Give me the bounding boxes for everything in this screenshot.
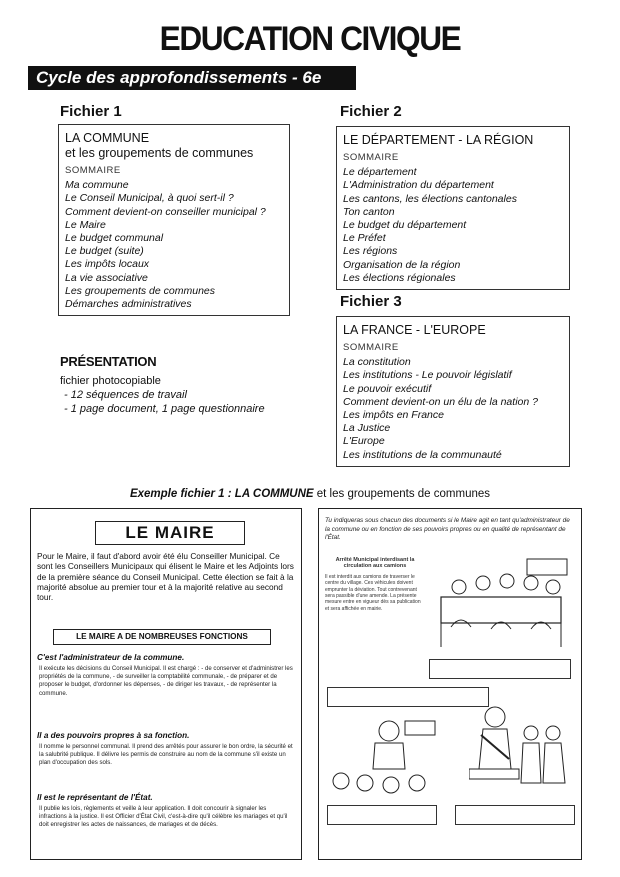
list-item: L'Administration du département — [343, 179, 494, 192]
fichier-2-heading: Fichier 2 — [340, 103, 402, 120]
list-item: Les institutions - Le pouvoir législatif — [343, 369, 512, 382]
list-item: Organisation de la région — [343, 258, 461, 271]
list-item: Le pouvoir exécutif — [343, 382, 432, 395]
fichier-1-title: LA COMMUNE — [65, 131, 150, 145]
presentation-line: fichier photocopiable — [60, 375, 161, 387]
list-item: Les impôts en France — [343, 409, 444, 422]
section-title: Il est le représentant de l'État. — [37, 793, 153, 802]
section-title: C'est l'administrateur de la commune. — [37, 653, 185, 662]
fichier-1-box — [58, 124, 290, 316]
list-item: Le Maire — [65, 218, 106, 231]
list-item: Les groupements de communes — [65, 284, 215, 297]
section-text: Il exécute les décisions du Conseil Municipal. Il est chargé : - de conserver et d'administrer les propriétés de la commune, - de surveiller la comptabilité communale, - de préparer et de proposer le budget, d'ordonner les dépenses, - de diriger les travaux, - de représenter la commune. — [39, 665, 293, 697]
sample-document-page — [30, 508, 302, 860]
list-item: L'Europe — [343, 435, 385, 448]
audience-illustration — [325, 715, 445, 803]
presentation-line: - 12 séquences de travail — [64, 389, 187, 401]
answer-box[interactable] — [455, 805, 575, 825]
list-item: Les élections régionales — [343, 271, 456, 284]
fichier-3-title: LA FRANCE - L'EUROPE — [343, 323, 486, 337]
arrete-document — [325, 557, 425, 685]
sample-questionnaire-page — [318, 508, 582, 860]
questionnaire-instructions: Tu indiqueras sous chacun des documents si le Maire agit en tant qu'administrateur de la commune ou en fonction de ses pouvoirs propres ou en qualité de représentant de l'État. — [325, 517, 570, 541]
list-item: Les institutions de la communauté — [343, 448, 502, 461]
list-item: Ma commune — [65, 179, 129, 192]
list-item: Le budget communal — [65, 232, 164, 245]
maire-intro: Pour le Maire, il faut d'abord avoir été élu Conseiller Municipal. Ce sont les Conseillers Municipaux qui élisent le Maire et les Adjoints lors de la première séance du Conseil Municipal. Cette élection se fait à la majorité absolue au premier tour et à la majorité relative au second tour. — [37, 551, 294, 603]
list-item: La vie associative — [65, 271, 148, 284]
fichier-3-box — [336, 316, 570, 467]
sommaire-label: SOMMAIRE — [343, 342, 399, 353]
fichier-3-heading: Fichier 3 — [340, 293, 402, 310]
list-item: La Justice — [343, 422, 391, 435]
example-suffix: et les groupements de communes — [313, 488, 491, 500]
fichier-2-title: LE DÉPARTEMENT - LA RÉGION — [343, 133, 534, 147]
example-caption — [0, 488, 620, 500]
list-item: Comment devient-on conseiller municipal ? — [65, 205, 266, 218]
sommaire-label: SOMMAIRE — [65, 165, 121, 176]
list-item: Le budget du département — [343, 219, 467, 232]
list-item: Les impôts locaux — [65, 258, 150, 271]
subtitle-banner: Cycle des approfondissements - 6e — [28, 66, 356, 90]
section-text: Il publie les lois, règlements et veille à leur application. Il doit concourir à signaler les infractions à la justice. Il est Officier d'État Civil, c'est-à-dire qu'il célèbre les mariages et qu'il doit enregistrer les actes de naissances, de mariages et de décès. — [39, 805, 288, 829]
section-text: Il nomme le personnel communal. Il prend des arrêtés pour assurer le bon ordre, la sécurité et la salubrité publique. Il délivre les permis de construire au nom de la commune s'il existe un plan d'occupation des sols. — [39, 743, 293, 767]
list-item: Le département — [343, 166, 417, 179]
fichier-1-title-2: et les groupements de communes — [65, 146, 254, 160]
sommaire-label: SOMMAIRE — [343, 152, 399, 163]
wedding-illustration — [469, 699, 575, 799]
example-prefix: Exemple fichier 1 : LA COMMUNE — [129, 488, 314, 500]
presentation-line: - 1 page document, 1 page questionnaire — [64, 403, 265, 415]
list-item: Le Préfet — [343, 232, 386, 245]
list-item: Le Conseil Municipal, à quoi sert-il ? — [65, 192, 234, 205]
presentation-heading: PRÉSENTATION — [60, 354, 157, 369]
maire-subtitle: LE MAIRE A DE NOMBREUSES FONCTIONS — [53, 629, 271, 645]
maire-title: LE MAIRE — [95, 521, 245, 545]
fichier-2-box — [336, 126, 570, 290]
list-item: La constitution — [343, 356, 411, 369]
answer-box[interactable] — [327, 687, 489, 707]
list-item: Les cantons, les élections cantonales — [343, 192, 517, 205]
fichier-1-heading: Fichier 1 — [60, 103, 122, 120]
answer-box[interactable] — [327, 805, 437, 825]
list-item: Ton canton — [343, 205, 395, 218]
list-item: Démarches administratives — [65, 298, 192, 311]
presentation-block — [60, 374, 265, 416]
arrete-title: Arrêté Municipal interdisant la circulation aux camions — [335, 557, 415, 570]
answer-box[interactable] — [429, 659, 571, 679]
council-meeting-illustration — [431, 557, 575, 663]
section-title: Il a des pouvoirs propres à sa fonction. — [37, 731, 190, 740]
list-item: Le budget (suite) — [65, 245, 144, 258]
list-item: Les régions — [343, 245, 398, 258]
page-title: EDUCATION CIVIQUE — [159, 20, 461, 58]
list-item: Comment devient-on un élu de la nation ? — [343, 395, 538, 408]
arrete-text: Il est interdit aux camions de traverser le centre du village. Ces véhicules doivent emprunter la déviation. Tout contrevenant sera passible d'une amende. La présente mesure entre en vigueur dès sa publication et sera affichée en mairie. — [325, 573, 421, 612]
